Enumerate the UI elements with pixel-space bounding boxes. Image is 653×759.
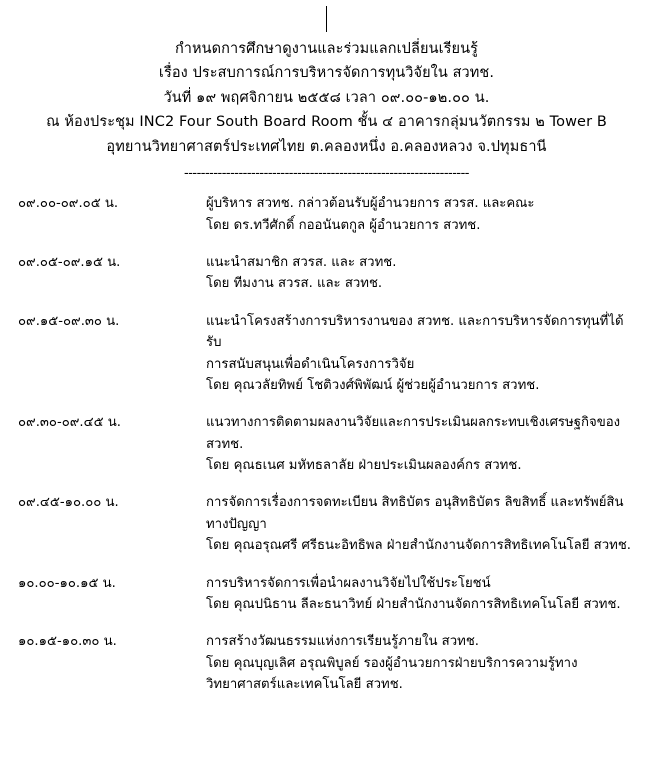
- schedule-detail-line: ทางปัญญา: [206, 516, 267, 532]
- schedule-detail: [206, 252, 635, 311]
- schedule-detail-line: โดย คุณวลัยทิพย์ โชติวงศ์พิพัฒน์ ผู้ช่วยผู้อำนวยการ สวทช.: [206, 377, 540, 393]
- schedule-detail-line: โดย ดร.ทวีศักดิ์ กออนันตกูล ผู้อำนวยการ สวทช.: [206, 217, 481, 233]
- table-row: [18, 492, 635, 572]
- table-row: [18, 412, 635, 492]
- schedule-detail-line: การสร้างวัฒนธรรมแห่งการเรียนรู้ภายใน สวทช.: [206, 634, 479, 650]
- schedule-time: ๐๙.๑๕-๐๙.๓๐ น.: [18, 313, 120, 329]
- schedule-table: [18, 193, 635, 711]
- schedule-detail-line: โดย คุณธเนศ มหัทธลาลัย ฝ่ายประเมินผลองค์กร สวทช.: [206, 458, 522, 474]
- schedule-time: ๐๙.๐๐-๐๙.๐๕ น.: [18, 196, 119, 212]
- schedule-detail-line: โดย คุณบุญเลิศ อรุณพิบูลย์ รองผู้อำนวยการฝ่ายบริการความรู้ทาง: [206, 655, 578, 671]
- schedule-detail-line: แนวทางการติดตามผลงานวิจัยและการประเมินผลกระทบเชิงเศรษฐกิจของ: [206, 415, 621, 431]
- schedule-detail: [206, 573, 635, 632]
- schedule-time: ๑๐.๑๕-๑๐.๓๐ น.: [18, 634, 117, 650]
- schedule-detail: [206, 631, 635, 711]
- schedule-detail-line: โดย คุณปนิธาน ลีละธนาวิทย์ ฝ่ายสำนักงานจัดการสิทธิเทคโนโลยี สวทช.: [206, 596, 621, 612]
- header-line-3: วันที่ ๑๙ พฤศจิกายน ๒๕๕๘ เวลา ๐๙.๐๐-๑๒.๐๐ น.: [163, 89, 490, 106]
- schedule-detail: [206, 311, 635, 413]
- schedule-detail: [206, 412, 635, 492]
- header-line-2: เรื่อง ประสบการณ์การบริหารจัดการทุนวิจัยใน สวทช.: [158, 65, 495, 82]
- table-row: [18, 252, 635, 311]
- page-top-rule: [326, 6, 327, 32]
- schedule-detail-line: โดย คุณอรุณศรี ศรีธนะอิทธิพล ฝ่ายสำนักงานจัดการสิทธิเทคโนโลยี สวทช.: [206, 538, 631, 554]
- schedule-detail-line: ผู้บริหาร สวทช. กล่าวต้อนรับผู้อำนวยการ สวรส. และคณะ: [206, 196, 535, 212]
- header-line-5: อุทยานวิทยาศาสตร์ประเทศไทย ต.คลองหนึ่ง อ.คลองหลวง จ.ปทุมธานี: [106, 138, 547, 155]
- header-divider: --------------------------------------------------------------------: [184, 166, 469, 182]
- schedule-detail-line: การบริหารจัดการเพื่อนำผลงานวิจัยไปใช้ประโยชน์: [206, 575, 491, 591]
- schedule-time: ๐๙.๔๕-๑๐.๐๐ น.: [18, 495, 119, 511]
- document-header: [18, 38, 635, 158]
- header-line-4: ณ ห้องประชุม INC2 Four South Board Room ชั้น ๔ อาคารกลุ่มนวัตกรรม ๒ Tower B: [46, 114, 607, 131]
- table-row: [18, 193, 635, 252]
- schedule-detail-line: การสนับสนุนเพื่อดำเนินโครงการวิจัย: [206, 356, 415, 372]
- schedule-time: ๐๙.๓๐-๐๙.๔๕ น.: [18, 415, 121, 431]
- schedule-detail: [206, 492, 635, 572]
- table-row: [18, 631, 635, 711]
- schedule-time: ๑๐.๐๐-๑๐.๑๕ น.: [18, 575, 116, 591]
- schedule-detail-line: โดย ทีมงาน สวรส. และ สวทช.: [206, 276, 383, 292]
- schedule-detail-line: วิทยาศาสตร์และเทคโนโลยี สวทช.: [206, 677, 403, 693]
- schedule-detail-line: สวทช.: [206, 436, 244, 452]
- schedule-detail: [206, 193, 635, 252]
- table-row: [18, 573, 635, 632]
- header-line-1: กำหนดการศึกษาดูงานและร่วมแลกเปลี่ยนเรียนรู้: [174, 41, 479, 57]
- schedule-detail-line: การจัดการเรื่องการจดทะเบียน สิทธิบัตร อนุสิทธิบัตร ลิขสิทธิ์ และทรัพย์สิน: [206, 495, 624, 511]
- document-page: [0, 6, 653, 759]
- schedule-detail-line: แนะนำโครงสร้างการบริหารงานของ สวทช. และการบริหารจัดการทุนที่ได้รับ: [206, 313, 624, 351]
- table-row: [18, 311, 635, 413]
- schedule-time: ๐๙.๐๕-๐๙.๑๕ น.: [18, 255, 121, 271]
- schedule-detail-line: แนะนำสมาชิก สวรส. และ สวทช.: [206, 255, 397, 271]
